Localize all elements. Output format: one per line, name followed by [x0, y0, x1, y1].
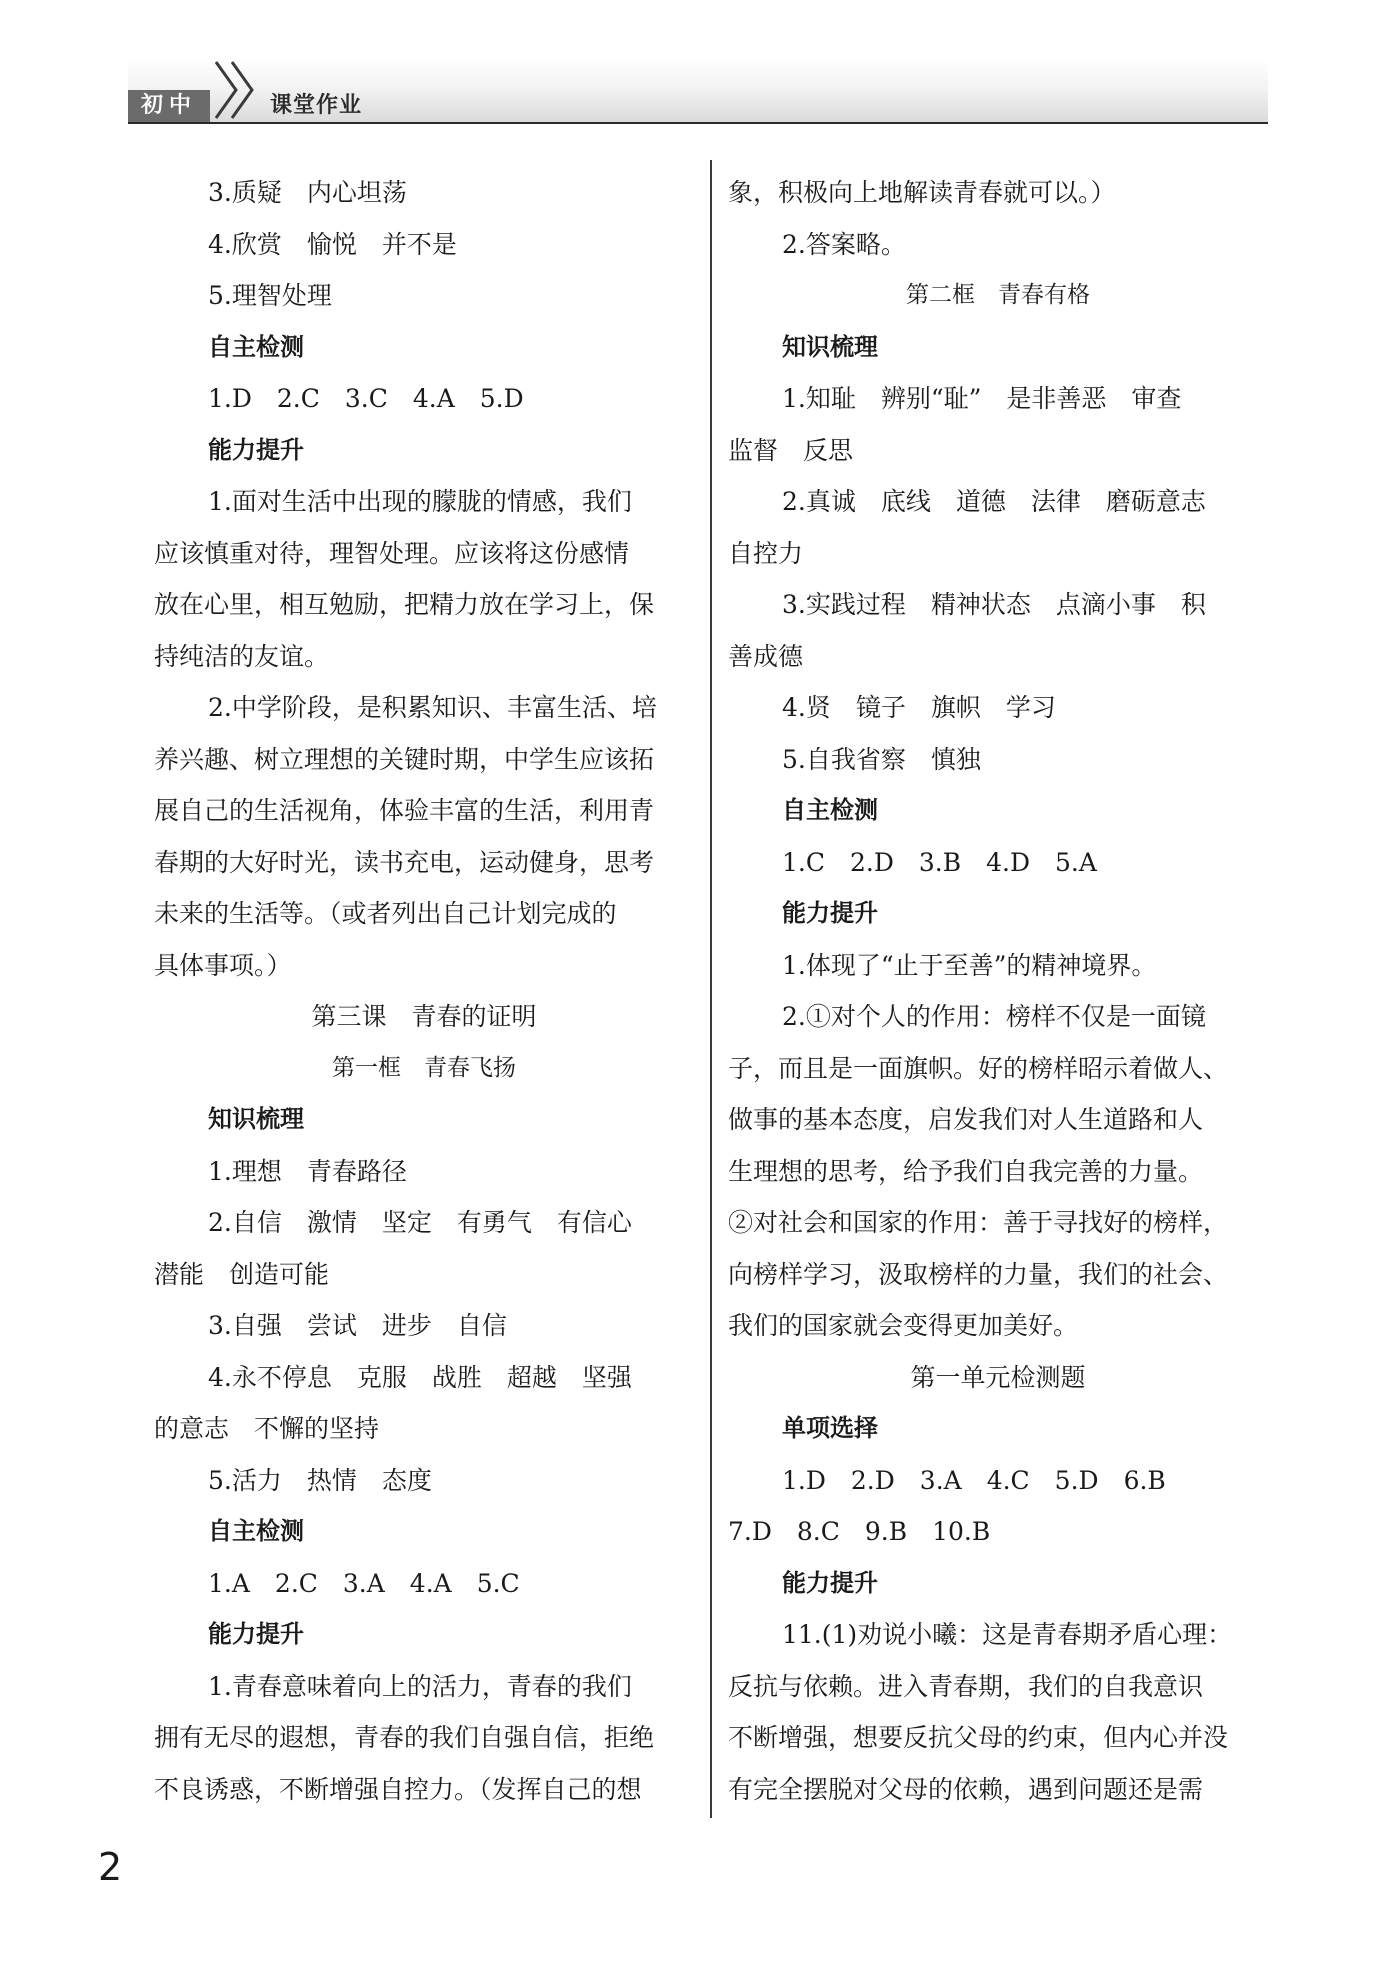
text-line: 不断增强，想要反抗父母的约束，但内心并没 [728, 1723, 1229, 1752]
section-heading: 单项选择 [782, 1414, 878, 1442]
text-line: 1.青春意味着向上的活力，青春的我们 [208, 1671, 632, 1701]
text-line: 生理想的思考，给予我们自我完善的力量。 [728, 1156, 1204, 1186]
text-line: 反抗与依赖。进入青春期，我们的自我意识 [728, 1671, 1204, 1701]
text-line: 1.理想 青春路径 [208, 1156, 407, 1186]
chapter-title: 第三课 青春的证明 [311, 1002, 537, 1031]
text-line: 2.①对个人的作用：榜样不仅是一面镜 [782, 1002, 1206, 1031]
text-line: 2.自信 激情 坚定 有勇气 有信心 [208, 1208, 632, 1237]
text-line: 向榜样学习，汲取榜样的力量，我们的社会、 [728, 1259, 1229, 1289]
text-line: 1.体现了“止于至善”的精神境界。 [782, 950, 1157, 980]
section-heading: 自主检测 [782, 796, 878, 824]
section-heading: 能力提升 [782, 899, 878, 927]
text-line: 的意志 不懈的坚持 [154, 1414, 380, 1443]
text-line: 2.中学阶段，是积累知识、丰富生活、培 [208, 693, 657, 722]
chapter-title: 第一框 青春飞扬 [332, 1054, 516, 1081]
text-line: 具体事项。） [154, 950, 292, 980]
text-line: 5.理智处理 [208, 281, 332, 310]
text-line: 1.D 2.D 3.A 4.C 5.D 6.B [782, 1465, 1166, 1495]
text-line: 象，积极向上地解读青春就可以。） [728, 178, 1116, 207]
text-line: 拥有无尽的遐想，青春的我们自强自信，拒绝 [154, 1723, 655, 1752]
text-line: 4.贤 镜子 旗帜 学习 [782, 693, 1056, 722]
text-line: 做事的基本态度，启发我们对人生道路和人 [728, 1105, 1204, 1134]
header-tag: 初中 [128, 90, 210, 122]
section-heading: 能力提升 [208, 435, 304, 464]
text-line: 5.活力 热情 态度 [208, 1465, 432, 1495]
section-heading: 能力提升 [208, 1620, 304, 1648]
text-line: 7.D 8.C 9.B 10.B [728, 1517, 991, 1546]
section-heading: 知识梳理 [208, 1105, 304, 1133]
section-heading: 能力提升 [782, 1568, 878, 1597]
text-line: 有完全摆脱对父母的依赖，遇到问题还是需 [728, 1774, 1204, 1804]
section-heading: 自主检测 [208, 1517, 304, 1545]
text-line: 4.永不停息 克服 战胜 超越 坚强 [208, 1362, 632, 1392]
section-heading: 自主检测 [208, 332, 304, 361]
text-line: 养兴趣、树立理想的关键时期，中学生应该拓 [154, 744, 655, 774]
text-line: 应该慎重对待，理智处理。应该将这份感情 [154, 538, 630, 568]
text-line: 1.C 2.D 3.B 4.D 5.A [782, 847, 1097, 877]
text-line: 我们的国家就会变得更加美好。 [728, 1311, 1079, 1340]
page-number: 2 [98, 1845, 123, 1889]
column-divider [710, 160, 712, 1818]
left-column [154, 167, 694, 1815]
text-line: 潜能 创造可能 [154, 1259, 330, 1289]
text-line: 未来的生活等。（或者列出自己计划完成的 [154, 899, 617, 928]
text-line: ②对社会和国家的作用：善于寻找好的榜样， [728, 1208, 1229, 1237]
text-line: 2.真诚 底线 道德 法律 磨砺意志 [782, 487, 1206, 516]
section-heading: 知识梳理 [782, 332, 878, 361]
text-line: 持纯洁的友谊。 [154, 641, 330, 671]
text-line: 1.知耻 辨别“耻” 是非善恶 审查 [782, 384, 1182, 413]
text-line: 3.质疑 内心坦荡 [208, 178, 407, 207]
text-line: 自控力 [728, 538, 804, 568]
right-column [728, 167, 1268, 1815]
text-line: 善成德 [728, 641, 804, 671]
text-line: 3.自强 尝试 进步 自信 [208, 1311, 507, 1340]
text-line: 11.(1)劝说小曦：这是青春期矛盾心理： [782, 1620, 1233, 1649]
text-line: 2.答案略。 [782, 229, 906, 259]
header-series-title: 课堂作业 [270, 93, 363, 118]
text-line: 展自己的生活视角，体验丰富的生活，利用青 [154, 796, 655, 825]
text-line: 4.欣赏 愉悦 并不是 [208, 229, 457, 259]
text-line: 放在心里，相互勉励，把精力放在学习上，保 [154, 590, 655, 619]
header-rule [128, 122, 1268, 124]
text-line: 3.实践过程 精神状态 点滴小事 积 [782, 590, 1206, 619]
text-line: 春期的大好时光，读书充电，运动健身，思考 [154, 847, 655, 877]
text-line: 子，而且是一面旗帜。好的榜样昭示着做人、 [728, 1053, 1229, 1083]
chapter-title: 第二框 青春有格 [906, 282, 1090, 308]
text-line: 监督 反思 [728, 435, 854, 465]
chapter-title: 第一单元检测题 [910, 1362, 1086, 1392]
text-line: 1.面对生活中出现的朦胧的情感，我们 [208, 487, 632, 516]
text-line: 1.A 2.C 3.A 4.A 5.C [208, 1568, 520, 1598]
text-line: 1.D 2.C 3.C 4.A 5.D [208, 384, 524, 413]
text-line: 5.自我省察 慎独 [782, 744, 981, 774]
chevron-double-icon [210, 58, 264, 122]
text-line: 不良诱惑，不断增强自控力。（发挥自己的想 [154, 1774, 642, 1804]
